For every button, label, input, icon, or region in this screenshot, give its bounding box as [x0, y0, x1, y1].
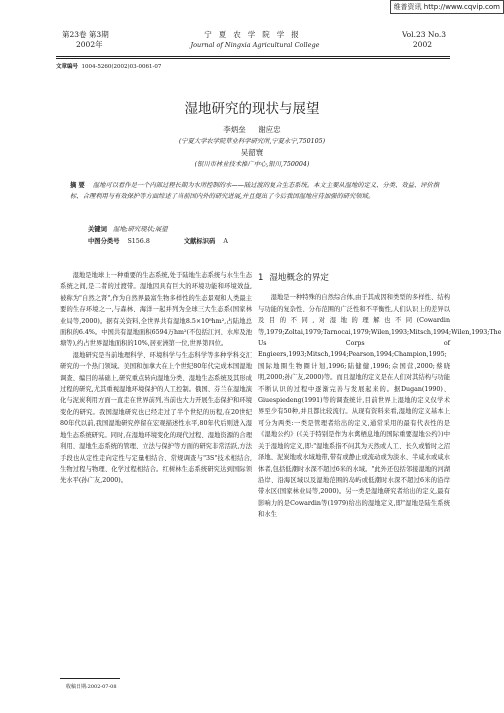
article-number-value: 1004-5260(2002)03-0061-07	[81, 64, 162, 70]
journal-name-header	[175, 30, 335, 50]
paper-title: 湿地研究的现状与展望	[184, 101, 320, 117]
clc-value: S156.8	[127, 238, 150, 245]
section-number: 1	[258, 273, 264, 283]
body-column-left	[60, 270, 252, 487]
abstract-text: 湿地可以看作是一个内部过程长期为水所控制的水——陆过渡的复合生态系统。本文主要从湿地的定义、分类、效益、评价指标、合理利用与有效保护等方面综述了当前国内外的研究进展,并且提出了今后我国湿地应待加强的研究领域。	[70, 182, 440, 200]
body-paragraph: 湿地是一种特殊的自然综合体,由于其成因和类型的多样性、结构与功能的复杂性、分布范围的广泛性和不平衡性,人们认识上的差异以及目的不同,对湿地的理解也不同(Cowardin等,1979;Zoltai,1979;Tarnocai,1979;Wilen,1993;Mitsch,1994;Wilen,1993;The Us Corps of Engieers,1993;Mitsch,1994;Pearson,1994;Champion,1995;国际地圈生物圈计划,1996;陆健健,1996;佘国营,2000;蔡晓明,2000;孙广友,2000)等。而且湿地的定义是在人们对其结构与功能不断认识的过程中逐渐完善与发展起来的。据Dugan(1990)、Giuespiedeng(1991)等的调查统计,目前世界上湿地的定义仅学术界至少有50种,并且都比较流行。从现有资料来看,湿地的定义基本上可分为两类:一类是管理者给出的定义,通常采用的最有代表性的是《湿地公约》(《关于特别是作为水禽栖息地的国际重要湿地公约》)中关于湿地的定义,即:"湿地系指不问其为天然或人工、长久或暂时之沼泽地、泥炭地或水域地带,带有或静止或流动或为淡水、半咸水或咸水体者,包括低潮时水深不超过6米的水域。"此外还包括邻接湿地的河湖沿岸、沿海区域以及湿地范围的岛屿或低潮时水深不超过6米的沿岸带水区(国家林业局等,2000)。另一类是湿地研究者给出的定义,最有影响力的是Cowardin等(1979)给出的湿地定义,即"湿地是陆生系统和水生	[258, 294, 502, 519]
authors-primary: 李炳垒 谢应忠	[223, 125, 281, 134]
year-en: 2002	[412, 40, 432, 49]
keywords-label: 关键词	[88, 226, 107, 233]
abstract	[70, 181, 450, 202]
section-heading	[258, 273, 450, 284]
vol-no: Vol.23 No.3	[401, 30, 446, 39]
volume-issue: 第23卷 第3期	[62, 30, 109, 39]
received-date: 收稿日期:2002-07-08	[66, 684, 117, 690]
footnote-rule	[60, 678, 120, 679]
abstract-label: 摘 要	[70, 182, 85, 189]
keywords	[88, 224, 168, 233]
clc-label: 中图分类号	[88, 238, 120, 245]
classification	[88, 236, 228, 245]
keywords-text: 湿地;研究现状;展望	[112, 226, 168, 233]
journal-name-en: Journal of Ningxia Agricultural College	[190, 41, 320, 49]
article-number-label: 文章编号	[56, 64, 79, 70]
affiliation-primary: (宁夏大学农学院草业科学研究所,宁夏永宁,750105)	[178, 138, 326, 145]
publication-year: 2002年	[76, 40, 103, 49]
journal-volume-header	[62, 30, 172, 50]
body-column-right	[258, 270, 502, 521]
affiliation-secondary: (银川市林业技术推广中心,银川,750004)	[194, 161, 310, 168]
body-paragraph: 湿地研究是当前地理科学、环境科学与生态科学等多种学科交汇研究的一个热门领域。美国和加拿大在上个世纪80年代完成本国湿地调查、编目的基础上,研究重点转向湿地分类、湿地生态系统及其形成过程的研究,尤其重视湿地环境保护的人工控制。俄国、芬兰在湿地演化与泥炭利用方面一直走在世界前列,当前也大力开展生态保护和环境变化的研究。我国湿地研究也已经走过了半个世纪的历程,在20世纪80年代以前,我国湿地研究停留在宏观描述性水平,80年代后则进入湿地生态系统研究。同时,在湿地环境变化的现代过程、湿地资源的合理利用、湿地生态系统的管理、立法与保护等方面的研究非常活跃,方法手段也从定性走向定性与定量相结合、常规调查与"3S"技术相结合,生物过程与物理、化学过程相结合。红树林生态系统研究达到国际领先水平(孙广友,2000)。	[60, 351, 252, 485]
authors-secondary: 吴韶寰	[240, 148, 264, 157]
journal-vol-no-header	[370, 30, 446, 50]
body-paragraph: 湿地是地球上一种重要的生态系统,处于陆地生态系统与水生生态系统之间,是二者的过渡带。湿地因具有巨大的环境功能和环境效益,被称为"自然之肾",作为自然界最富生物多样性的生态景观和人类最主要的生存环境之一,与森林、海洋一起并列为全球三大生态系(国家林业局等,2000)。据有关资料,全世界共有湿地8.5×10⁸hm²,占陆地总面积的6.4%。中国共有湿地面积6594万hm²(不包括江河、水库及池塘等),约占世界湿地面积的10%,居亚洲第一位,世界第四位。	[60, 272, 252, 348]
doc-code-value: A	[223, 238, 228, 245]
journal-name-zh: 宁夏农学院学报	[204, 30, 306, 39]
section-title: 湿地概念的界定	[269, 273, 329, 283]
header-rule	[56, 56, 450, 59]
article-number	[56, 62, 161, 70]
doc-code-label: 文献标识码	[183, 238, 216, 245]
watermark[interactable]: 维普资讯 http://www.cqvip.com	[390, 0, 504, 14]
